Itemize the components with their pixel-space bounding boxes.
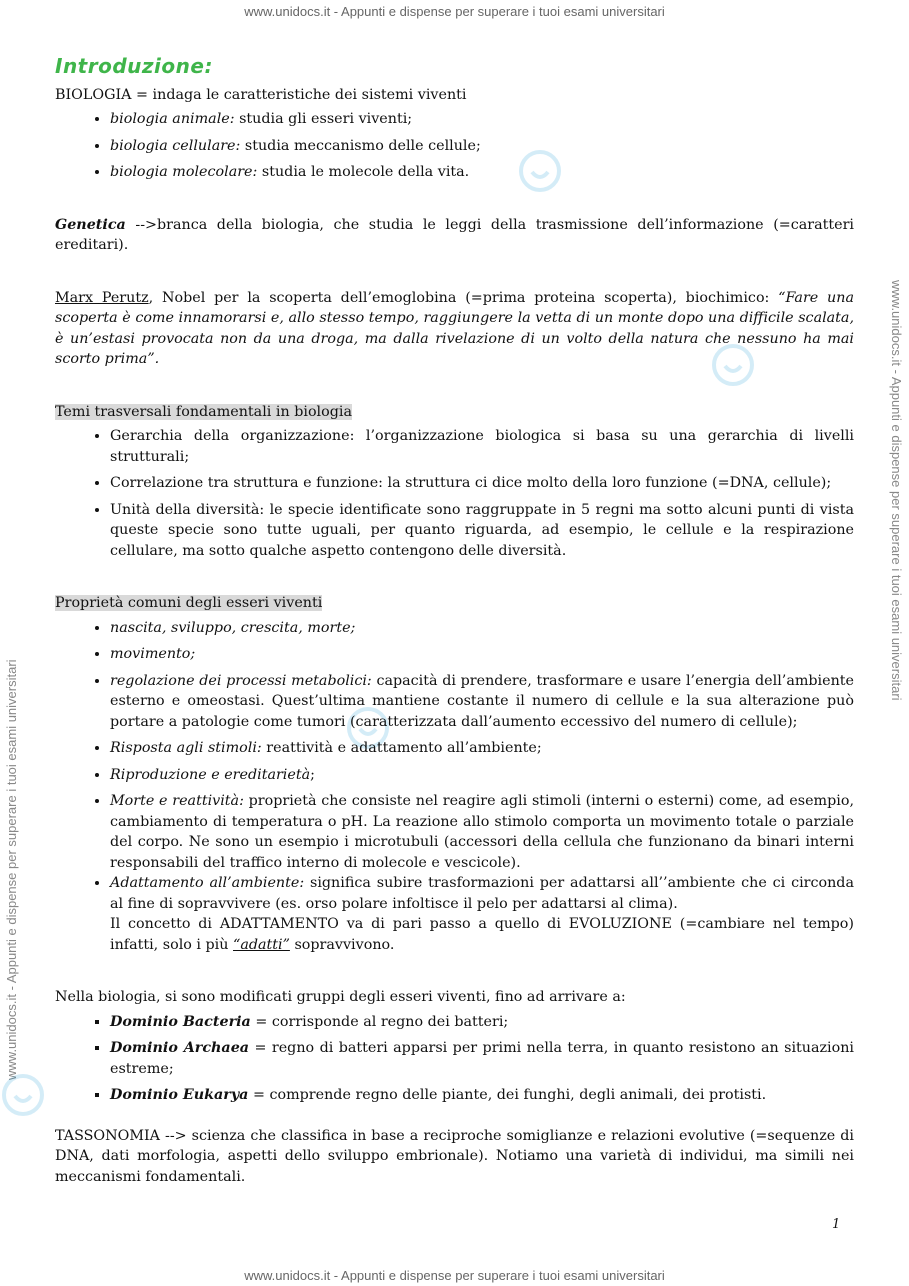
list-item: ▪ Dominio Bacteria = corrisponde al regno dei batteri; bbox=[110, 1012, 854, 1033]
list-item: • biologia animale: studia gli esseri viventi; bbox=[110, 109, 854, 130]
list-item: • nascita, sviluppo, crescita, morte; bbox=[110, 618, 854, 639]
document-body bbox=[55, 56, 854, 1187]
list-item: • biologia cellulare: studia meccanismo delle cellule; bbox=[110, 136, 854, 157]
biologia-list bbox=[55, 109, 854, 183]
list-item: ▪ Dominio Eukarya = comprende regno delle piante, dei funghi, degli animali, dei protisti. bbox=[110, 1085, 854, 1106]
proprieta-list bbox=[55, 618, 854, 956]
list-item: • Morte e reattività: proprietà che consiste nel reagire agli stimoli (interni o esterni) come, ad esempio, cambiamento di temperatura o pH. La reazione allo stimolo comporta un movimento totale o parziale del corpo. Ne sono un esempio i microtubuli (accessori della cellula che funzionano da binari interni responsabili del traffico interno di molecole e vescicole). bbox=[110, 791, 854, 873]
temi-heading: Temi trasversali fondamentali in biologia bbox=[55, 403, 352, 420]
proprieta-heading: Proprietà comuni degli esseri viventi bbox=[55, 595, 323, 611]
watermark-right: www.unidocs.it - Appunti e dispense per superare i tuoi esami universitari bbox=[889, 280, 904, 701]
list-item: • Correlazione tra struttura e funzione: la struttura ci dice molto della loro funzione (=DNA, cellule); bbox=[110, 473, 854, 494]
watermark-top: www.unidocs.it - Appunti e dispense per superare i tuoi esami universitari bbox=[244, 4, 665, 19]
list-item: • movimento; bbox=[110, 644, 854, 665]
domini-intro: Nella biologia, si sono modificati gruppi degli esseri viventi, fino ad arrivare a: bbox=[55, 989, 626, 1005]
list-item: • Adattamento all’ambiente: significa subire trasformazioni per adattarsi all’’ambiente che ci circonda al fine di sopravvivere (es. orso polare infoltisce il pelo per adattarsi al clima). Il concetto di ADATTAMENTO va di pari passo a quello di EVOLUZIONE (=cambiare nel tempo) infatti, solo i più “adatti” sopravvivono. bbox=[110, 873, 854, 955]
list-item: • biologia molecolare: studia le molecole della vita. bbox=[110, 162, 854, 183]
biologia-definition: BIOLOGIA = indaga le caratteristiche dei sistemi viventi bbox=[55, 86, 467, 103]
watermark-logo-icon bbox=[0, 1072, 46, 1118]
page-number: 1 bbox=[832, 1217, 841, 1232]
perutz-paragraph: Marx Perutz, Nobel per la scoperta dell’emoglobina (=prima proteina scoperta), biochimico: “Fare una scoperta è come innamorarsi e, allo stesso tempo, raggiungere la vetta di un monte dopo una difficile scalata, è un’estasi provocata non da una droga, ma dalla rivelazione di un volto della natura che nessuno ha mai scorto prima”. bbox=[55, 289, 854, 367]
list-item: • Riproduzione e ereditarietà; bbox=[110, 765, 854, 786]
list-item: • Gerarchia della organizzazione: l’organizzazione biologica si basa su una gerarchia di livelli strutturali; bbox=[110, 426, 854, 467]
domini-list bbox=[55, 1012, 854, 1106]
list-item: • Risposta agli stimoli: reattività e adattamento all’ambiente; bbox=[110, 738, 854, 759]
page-title: Introduzione: bbox=[55, 54, 213, 78]
watermark-left: www.unidocs.it - Appunti e dispense per superare i tuoi esami universitari bbox=[4, 659, 19, 1080]
temi-list bbox=[55, 426, 854, 561]
genetica-paragraph: Genetica -->branca della biologia, che studia le leggi della trasmissione dell’informazione (=caratteri ereditari). bbox=[55, 216, 854, 253]
watermark-bottom: www.unidocs.it - Appunti e dispense per superare i tuoi esami universitari bbox=[244, 1268, 665, 1283]
list-item: • regolazione dei processi metabolici: capacità di prendere, trasformare e usare l’energia dell’ambiente esterno e omeostasi. Quest’ultima mantiene costante il numero di cellule e la sua alterazione può portare a patologie come tumori (caratterizzata dall’aumento eccessivo del numero di cellule); bbox=[110, 671, 854, 733]
list-item: ▪ Dominio Archaea = regno di batteri apparsi per primi nella terra, in quanto resistono an situazioni estreme; bbox=[110, 1038, 854, 1079]
tassonomia-paragraph: TASSONOMIA --> scienza che classifica in base a reciproche somiglianze e relazioni evolutive (=sequenze di DNA, dati morfologia, aspetti dello sviluppo embrionale). Notiamo una varietà di individui, ma simili nei meccanismi fondamentali. bbox=[55, 1127, 854, 1185]
list-item: • Unità della diversità: le specie identificate sono raggruppate in 5 regni ma sotto alcuni punti di vista queste specie sono tutte uguali, per quanto riguarda, ad esempio, le cellule e la respirazione cellulare, ma sotto qualche aspetto contengono delle diversità. bbox=[110, 500, 854, 562]
